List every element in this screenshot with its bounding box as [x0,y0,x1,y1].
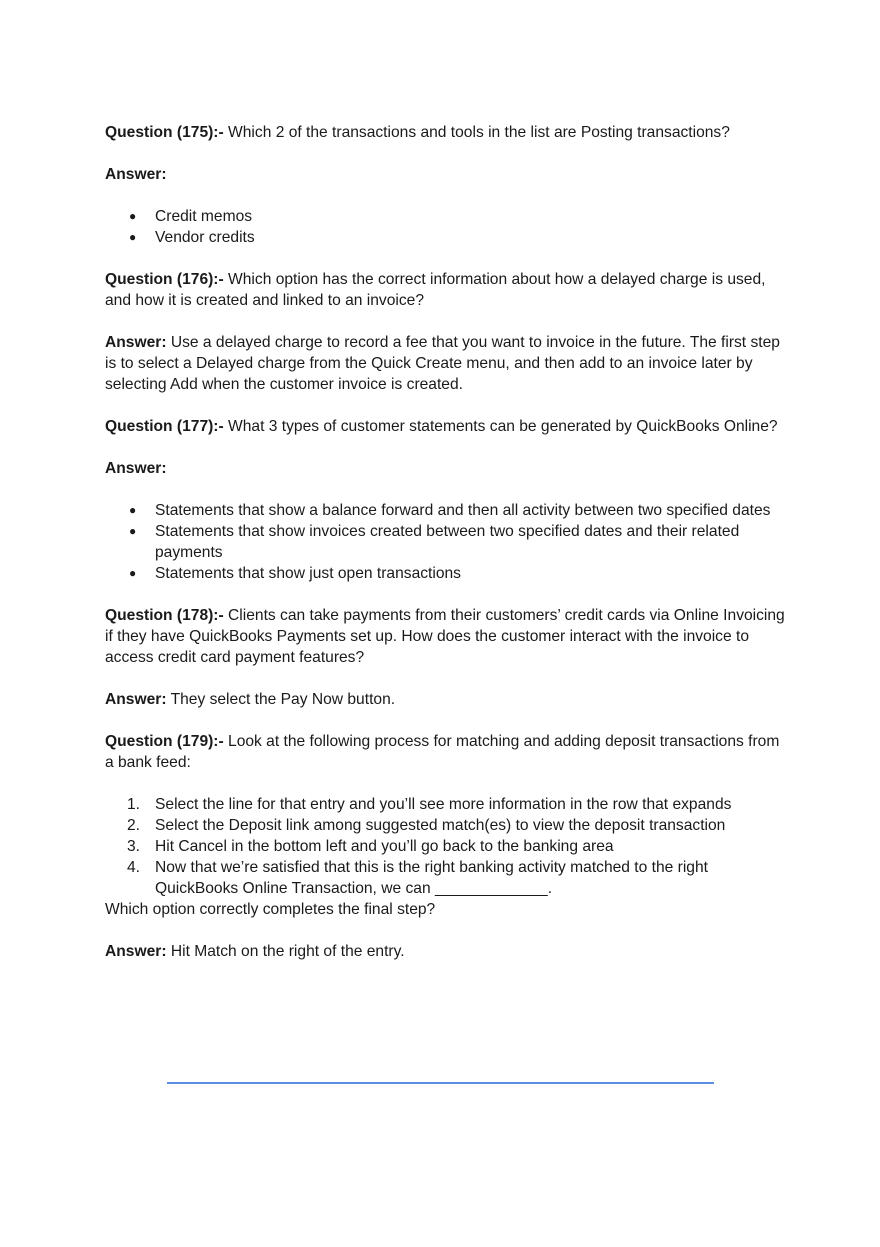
answer-label: Answer: [105,460,167,477]
list-item: ● Statements that show a balance forward and then all activity between two specified dates [155,500,785,521]
answer-175-heading [105,164,785,185]
question-178 [105,605,785,668]
list-item [127,857,785,899]
answer-178 [105,689,785,710]
list-item [127,836,785,857]
question-text: Which option has the correct information about how a delayed charge is used, and how it is created and linked to an invoice? [105,271,766,309]
step-number: 4. [127,859,141,876]
answer-176 [105,332,785,395]
step-number: 3. [127,838,141,855]
list-item: ● Statements that show invoices created between two specified dates and their related payments [155,521,785,563]
question-label: Question (178):- [105,607,224,624]
question-179 [105,731,785,773]
step-text: Select the Deposit link among suggested match(es) to view the deposit transaction [155,817,726,834]
question-text: Which 2 of the transactions and tools in the list are Posting transactions? [223,124,730,141]
question-label: Question (177):- [105,418,224,435]
question-text: What 3 types of customer statements can be generated by QuickBooks Online? [223,418,778,435]
answer-label: Answer: [105,334,167,351]
question-label: Question (179):- [105,733,224,750]
question-text: Clients can take payments from their customers’ credit cards via Online Invoicing if they have QuickBooks Payments set up. How does the customer interact with the invoice to access credit card payment features? [105,607,785,666]
step-number: 2. [127,817,141,834]
step-number: 1. [127,796,141,813]
answer-text: They select the Pay Now button. [166,691,396,708]
question-179-follow-up: Which option correctly completes the final step? [105,901,436,918]
list-item [127,815,785,836]
question-177 [105,416,785,437]
answer-label: Answer: [105,691,167,708]
answer-label: Answer: [105,166,167,183]
answer-177-list [105,500,785,584]
list-item: ● Statements that show just open transactions [155,563,785,584]
answer-177-heading [105,458,785,479]
answer-text: Hit Match on the right of the entry. [166,943,405,960]
answer-175-list [105,206,785,248]
footer-divider [167,1082,714,1084]
question-175 [105,122,785,143]
question-text: Look at the following process for matching and adding deposit transactions from a bank feed: [105,733,780,771]
step-text: Now that we’re satisfied that this is the right banking activity matched to the right QuickBooks Online Transaction, we can _____________. [155,859,708,897]
answer-179 [105,941,785,962]
question-179-steps [105,794,785,899]
list-item [127,794,785,815]
step-text: Hit Cancel in the bottom left and you’ll go back to the banking area [155,838,614,855]
list-item: ● Credit memos [155,206,785,227]
question-176 [105,269,785,311]
answer-text: Use a delayed charge to record a fee that you want to invoice in the future. The first step is to select a Delayed charge from the Quick Create menu, and then add to an invoice later by selecting Add when the customer invoice is created. [105,334,780,393]
list-item: ● Vendor credits [155,227,785,248]
answer-label: Answer: [105,943,167,960]
question-label: Question (176):- [105,271,224,288]
step-text: Select the line for that entry and you’ll see more information in the row that expands [155,796,732,813]
document-content [105,122,785,983]
question-label: Question (175):- [105,124,224,141]
